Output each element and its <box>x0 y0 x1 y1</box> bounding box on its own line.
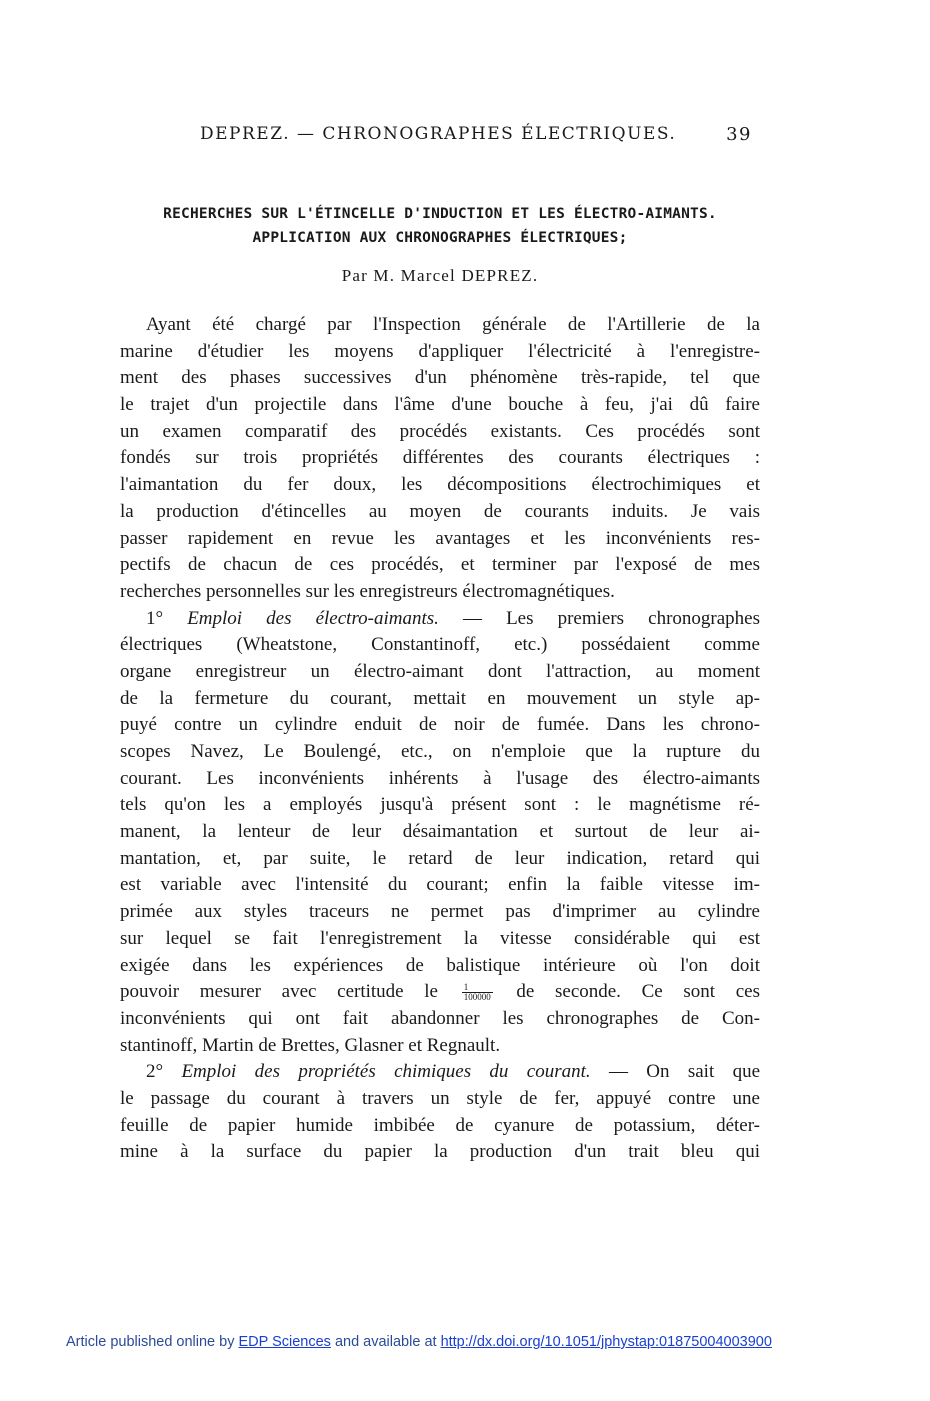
footer-prefix: Article published online by <box>66 1334 235 1350</box>
fraction <box>462 983 493 1002</box>
article-title <box>120 202 760 250</box>
body-line: est variable avec l'intensité du courant; enfin la faible vitesse im- <box>120 874 760 896</box>
body-line: manent, la lenteur de leur désaimantation et surtout de leur ai- <box>120 821 760 843</box>
section-1-heading: Emploi des électro-aimants. <box>187 607 439 629</box>
publisher-link[interactable]: EDP Sciences <box>238 1334 331 1350</box>
body-line: stantinoff, Martin de Brettes, Glasner et Regnault. <box>120 1034 501 1056</box>
byline-m: M. <box>373 266 396 285</box>
body-line: électriques (Wheatstone, Constantinoff, etc.) possédaient comme <box>120 634 760 656</box>
doi-link[interactable]: http://dx.doi.org/10.1051/jphystap:01875004003900 <box>440 1334 772 1350</box>
section-2-number: 2° <box>146 1061 164 1083</box>
body-line: Ayant été chargé par l'Inspection générale de l'Artillerie de la <box>146 314 760 335</box>
body-line: scopes Navez, Le Boulengé, etc., on n'emploie que la rupture du <box>120 741 760 762</box>
body-line: mine à la surface du papier la production d'un trait bleu qui <box>120 1141 760 1163</box>
body-line: exigée dans les expériences de balistique intérieure où l'on doit <box>120 954 760 976</box>
section-1-number: 1° <box>146 607 164 629</box>
section-2-first-rest: — On sait que <box>608 1061 761 1083</box>
body-line: marine d'étudier les moyens d'appliquer l'électricité à l'enregistre- <box>120 340 760 362</box>
measure-after: de seconde. Ce sont ces <box>516 981 761 1003</box>
page-number: 39 <box>726 124 752 145</box>
body-line: le trajet d'un projectile dans l'âme d'une bouche à feu, j'ai dû faire <box>120 394 760 416</box>
body-line: inconvénients qui ont fait abandonner les chronographes de Con- <box>120 1007 760 1029</box>
body-line: sur lequel se fait l'enregistrement la vitesse considérable qui est <box>120 927 760 949</box>
body-line: recherches personnelles sur les enregistreurs électromagnétiques. <box>120 580 615 602</box>
fraction-denominator: 100000 <box>463 992 491 1003</box>
measure-line <box>120 979 760 1006</box>
body-line: ment des phases successives d'un phénomène très-rapide, tel que <box>120 367 760 389</box>
body-line: la production d'étincelles au moyen de courants induits. Je vais <box>120 500 760 522</box>
section-2-heading: Emploi des propriétés chimiques du courant. <box>181 1061 591 1083</box>
running-head-title: DEPREZ. — CHRONOGRAPHES ÉLECTRIQUES. <box>200 124 677 144</box>
byline <box>120 266 760 286</box>
body-line: primée aux styles traceurs ne permet pas d'imprimer au cylindre <box>120 901 760 923</box>
section-1-first-line <box>120 606 760 633</box>
body-line: mantation, et, par suite, le retard de leur indication, retard qui <box>120 847 760 869</box>
body-line: courant. Les inconvénients inhérents à l'usage des électro-aimants <box>120 767 760 789</box>
article-title-line-2: APPLICATION AUX CHRONOGRAPHES ÉLECTRIQUES; <box>252 230 628 246</box>
footer-middle: and available at <box>334 1334 437 1350</box>
body-line: un examen comparatif des procédés existants. Ces procédés sont <box>120 420 760 442</box>
footer <box>66 1334 866 1350</box>
body-text <box>120 312 760 1166</box>
body-line: le passage du courant à travers un style de fer, appuyé contre une <box>120 1087 760 1109</box>
byline-first-name: Marcel <box>400 266 456 285</box>
body-line: fondés sur trois propriétés différentes des courants électriques : <box>120 447 760 469</box>
section-1-first-rest: — Les premiers chronographes <box>462 607 760 629</box>
byline-par: Par <box>341 266 368 285</box>
body-line: de la fermeture du courant, mettait en mouvement un style ap- <box>120 687 760 709</box>
article-title-line-1: RECHERCHES SUR L'ÉTINCELLE D'INDUCTION ET LES ÉLECTRO-AIMANTS. <box>163 206 717 222</box>
body-line: organe enregistreur un électro-aimant dont l'attraction, au moment <box>120 660 760 682</box>
body-line: feuille de papier humide imbibée de cyanure de potassium, déter- <box>120 1114 760 1136</box>
body-line: tels qu'on les a employés jusqu'à présent sont : le magnétisme ré- <box>120 794 760 816</box>
fraction-numerator: 1 <box>462 983 493 993</box>
body-line: l'aimantation du fer doux, les décompositions électrochimiques et <box>120 474 760 496</box>
section-2-first-line <box>120 1059 760 1086</box>
measure-before: pouvoir mesurer avec certitude le <box>120 981 438 1003</box>
body-line: passer rapidement en revue les avantages et les inconvénients res- <box>120 527 760 549</box>
body-line: puyé contre un cylindre enduit de noir de fumée. Dans les chrono- <box>120 714 760 736</box>
body-line: pectifs de chacun de ces procédés, et terminer par l'exposé de mes <box>120 554 760 576</box>
byline-last-name: DEPREZ. <box>461 266 539 285</box>
